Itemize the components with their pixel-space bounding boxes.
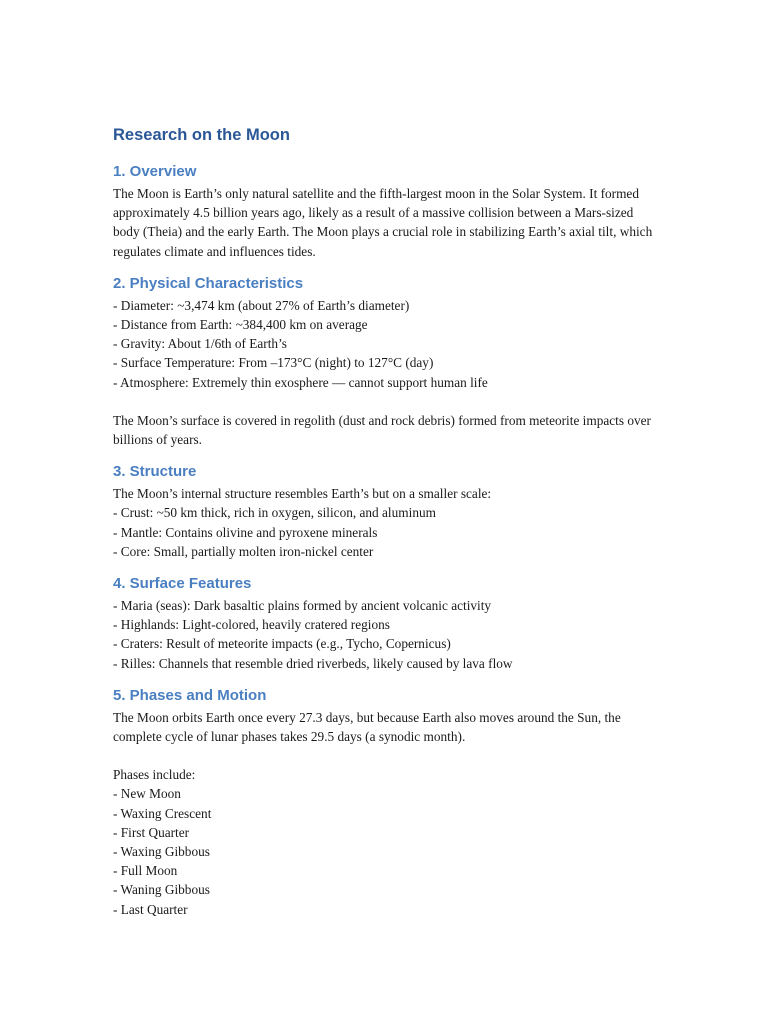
section-structure xyxy=(113,462,658,561)
section-physical-characteristics xyxy=(113,274,658,449)
section-heading: 4. Surface Features xyxy=(113,575,252,593)
list-item: - Diameter: ~3,474 km (about 27% of Earth’s diameter) xyxy=(113,297,410,313)
section-heading: 1. Overview xyxy=(113,163,197,180)
spacer xyxy=(113,746,658,765)
list-item: - Waning Gibbous xyxy=(113,882,210,898)
list-item: - Mantle: Contains olivine and pyroxene minerals xyxy=(113,524,378,540)
section-intro: The Moon’s internal structure resembles Earth’s but on a smaller scale: xyxy=(113,486,492,502)
list-item: - Distance from Earth: ~384,400 km on average xyxy=(113,317,368,333)
list-item: - Core: Small, partially molten iron-nickel center xyxy=(113,543,374,559)
section-paragraph: The Moon’s surface is covered in regolith (dust and rock debris) formed from meteorite impacts over billions of years. xyxy=(113,412,651,448)
list-item: - Last Quarter xyxy=(113,901,188,917)
bullet-list xyxy=(113,784,658,918)
bullet-list xyxy=(113,503,658,561)
bullet-list xyxy=(113,296,658,392)
list-item: - New Moon xyxy=(113,786,181,802)
list-item: - Maria (seas): Dark basaltic plains formed by ancient volcanic activity xyxy=(113,598,492,614)
list-item: - Craters: Result of meteorite impacts (e.g., Tycho, Copernicus) xyxy=(113,636,451,652)
list-item: - Surface Temperature: From –173°C (night) to 127°C (day) xyxy=(113,355,434,371)
list-item: - Waxing Gibbous xyxy=(113,844,210,860)
list-item: - Atmosphere: Extremely thin exosphere — cannot support human life xyxy=(113,374,488,390)
list-item: - Gravity: About 1/6th of Earth’s xyxy=(113,336,287,352)
section-heading: 5. Phases and Motion xyxy=(113,686,267,704)
section-heading: 2. Physical Characteristics xyxy=(113,274,304,292)
spacer xyxy=(113,392,658,411)
list-item: - Full Moon xyxy=(113,863,178,879)
list-item: - First Quarter xyxy=(113,824,190,840)
document-page xyxy=(113,124,658,932)
list-item: - Highlands: Light-colored, heavily cratered regions xyxy=(113,617,390,633)
list-item: - Rilles: Channels that resemble dried riverbeds, likely caused by lava flow xyxy=(113,655,513,671)
section-phases-and-motion xyxy=(113,686,658,919)
bullet-list xyxy=(113,596,658,673)
document-title: Research on the Moon xyxy=(113,126,290,144)
section-intro: Phases include: xyxy=(113,767,196,783)
section-paragraph: The Moon orbits Earth once every 27.3 days, but because Earth also moves around the Sun, the complete cycle of lunar phases takes 29.5 days (a synodic month). xyxy=(113,709,621,745)
section-paragraph: The Moon is Earth’s only natural satellite and the fifth-largest moon in the Solar System. It formed approximately 4.5 billion years ago, likely as a result of a massive collision between a Mars-sized body (Theia) and the early Earth. The Moon plays a crucial role in stabilizing Earth’s axial tilt, which regulates climate and influences tides. xyxy=(113,186,653,259)
list-item: - Crust: ~50 km thick, rich in oxygen, silicon, and aluminum xyxy=(113,505,436,521)
section-heading: 3. Structure xyxy=(113,463,197,481)
section-overview xyxy=(113,162,658,261)
section-surface-features xyxy=(113,574,658,673)
list-item: - Waxing Crescent xyxy=(113,805,212,821)
